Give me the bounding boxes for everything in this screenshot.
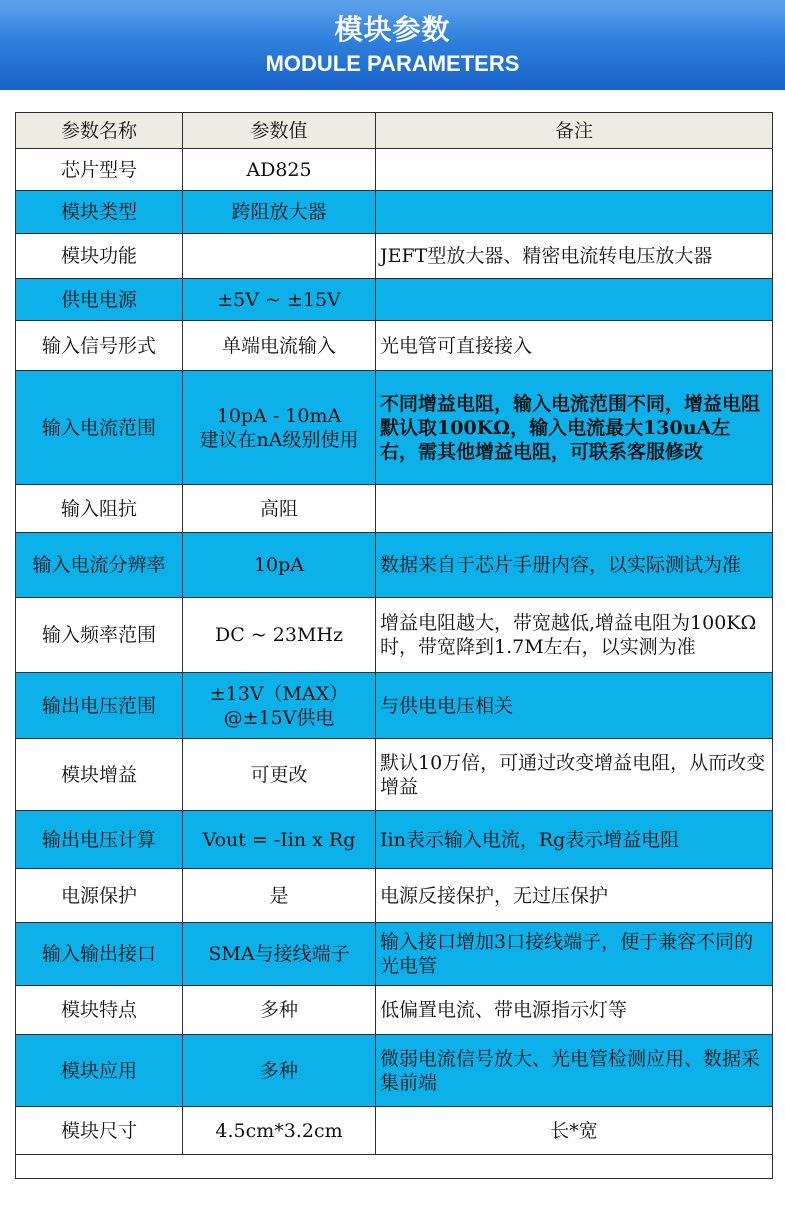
param-name: 模块应用 (16, 1035, 183, 1107)
table-row (16, 234, 773, 279)
param-value: Vout = -Iin x Rg (183, 811, 376, 869)
param-value: ±13V（MAX） @±15V供电 (183, 673, 376, 739)
param-note: 低偏置电流、带电源指示灯等 (376, 986, 773, 1035)
table-row (16, 739, 773, 811)
parameters-table (15, 112, 773, 1179)
table-row (16, 673, 773, 739)
param-value: 可更改 (183, 739, 376, 811)
param-note: 输入接口增加3口接线端子，便于兼容不同的光电管 (376, 923, 773, 986)
table-empty-footer-row (16, 1155, 773, 1179)
table-body (16, 149, 773, 1179)
page-title: 模块参数 (334, 14, 451, 45)
param-value: 4.5cm*3.2cm (183, 1107, 376, 1155)
param-name: 输出电压计算 (16, 811, 183, 869)
column-header-note: 备注 (376, 113, 773, 149)
column-header-value: 参数值 (183, 113, 376, 149)
param-value: 是 (183, 869, 376, 923)
param-name: 模块类型 (16, 191, 183, 234)
param-value: 10pA (183, 533, 376, 598)
param-name: 模块功能 (16, 234, 183, 279)
table-row (16, 485, 773, 533)
param-note (376, 191, 773, 234)
param-note: 数据来自于芯片手册内容，以实际测试为准 (376, 533, 773, 598)
table-row (16, 986, 773, 1035)
table-head (16, 113, 773, 149)
table-row (16, 191, 773, 234)
param-name: 电源保护 (16, 869, 183, 923)
header-banner (0, 0, 785, 90)
param-note: Iin表示输入电流，Rg表示增益电阻 (376, 811, 773, 869)
param-value: 多种 (183, 1035, 376, 1107)
param-note: 微弱电流信号放大、光电管检测应用、数据采集前端 (376, 1035, 773, 1107)
table-row (16, 279, 773, 321)
param-note: 不同增益电阻，输入电流范围不同，增益电阻默认取100KΩ，输入电流最大130uA左右，需其他增益电阻，可联系客服修改 (376, 371, 773, 485)
param-note (376, 279, 773, 321)
table-row (16, 811, 773, 869)
param-name: 模块增益 (16, 739, 183, 811)
empty-cell (16, 1155, 773, 1179)
param-note: 长*宽 (376, 1107, 773, 1155)
param-name: 输入阻抗 (16, 485, 183, 533)
param-name: 模块特点 (16, 986, 183, 1035)
param-name: 输入输出接口 (16, 923, 183, 986)
table-row (16, 533, 773, 598)
table-row (16, 869, 773, 923)
param-note: 增益电阻越大，带宽越低,增益电阻为100KΩ时，带宽降到1.7M左右，以实测为准 (376, 598, 773, 673)
param-value: SMA与接线端子 (183, 923, 376, 986)
param-name: 输入电流分辨率 (16, 533, 183, 598)
param-value: 多种 (183, 986, 376, 1035)
param-value: 单端电流输入 (183, 321, 376, 371)
param-name: 输入信号形式 (16, 321, 183, 371)
param-value: DC ~ 23MHz (183, 598, 376, 673)
table-row (16, 321, 773, 371)
page-subtitle: MODULE PARAMETERS (265, 51, 520, 76)
table-row (16, 598, 773, 673)
table-row (16, 1107, 773, 1155)
param-name: 输出电压范围 (16, 673, 183, 739)
param-note: 电源反接保护，无过压保护 (376, 869, 773, 923)
param-note (376, 485, 773, 533)
param-value: ±5V ~ ±15V (183, 279, 376, 321)
param-value: 高阻 (183, 485, 376, 533)
param-name: 供电电源 (16, 279, 183, 321)
param-note: JEFT型放大器、精密电流转电压放大器 (376, 234, 773, 279)
table-header-row (16, 113, 773, 149)
param-note: 与供电电压相关 (376, 673, 773, 739)
param-value: 10pA - 10mA 建议在nA级别使用 (183, 371, 376, 485)
param-name: 输入频率范围 (16, 598, 183, 673)
param-name: 芯片型号 (16, 149, 183, 191)
param-note: 默认10万倍，可通过改变增益电阻，从而改变增益 (376, 739, 773, 811)
param-note: 光电管可直接接入 (376, 321, 773, 371)
table-row (16, 149, 773, 191)
param-name: 输入电流范围 (16, 371, 183, 485)
table-row (16, 923, 773, 986)
table-row (16, 371, 773, 485)
param-value (183, 234, 376, 279)
param-value: AD825 (183, 149, 376, 191)
table-row (16, 1035, 773, 1107)
param-value: 跨阻放大器 (183, 191, 376, 234)
param-name: 模块尺寸 (16, 1107, 183, 1155)
param-note (376, 149, 773, 191)
column-header-name: 参数名称 (16, 113, 183, 149)
